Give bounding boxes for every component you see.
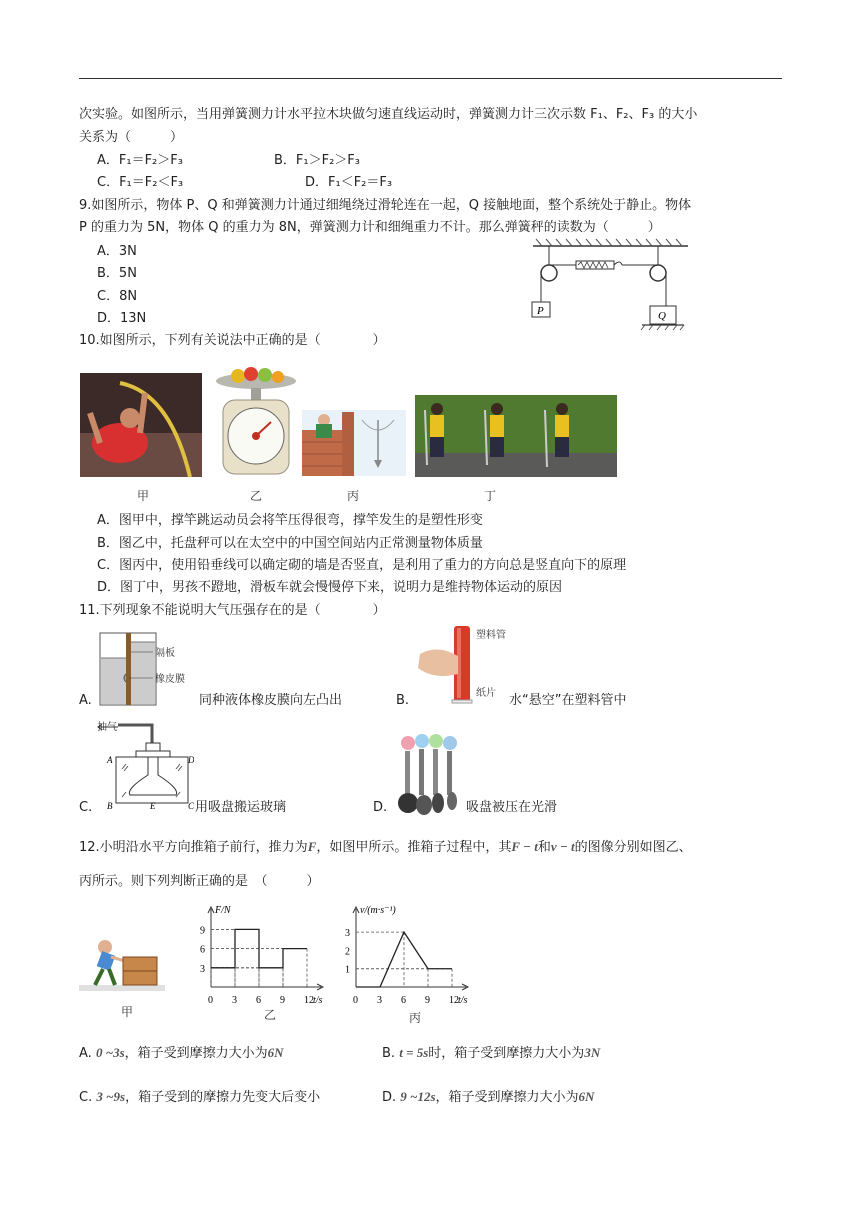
q12-option-d[interactable]: [382, 1087, 594, 1108]
svg-text:D: D: [188, 755, 194, 765]
q10-option-b[interactable]: B．图乙中，托盘秤可以在太空中的中国空间站内正常测量物体质量: [97, 536, 483, 551]
x-tick-label: 12: [449, 995, 459, 1005]
svg-text:E: E: [150, 801, 156, 811]
q12-stem-ft: F − t: [511, 839, 538, 854]
y-tick-label: 3: [200, 963, 205, 975]
q12-option-a-text: ，箱子受到摩擦力大小为: [124, 1046, 268, 1061]
q12-option-b-value: 3N: [584, 1045, 601, 1060]
push-box-figure: [79, 935, 165, 995]
q11-option-b-text: 水“悬空”在塑料管中: [509, 693, 627, 708]
data-line: [211, 929, 307, 967]
x-tick-label: 12: [304, 995, 314, 1005]
q12-option-a-value: 6N: [267, 1045, 284, 1060]
q12-option-d-math: 9 ~12s: [400, 1089, 436, 1104]
q12-stem-part1: 12.小明沿水平方向推箱子前行，推力为: [79, 840, 308, 855]
q12-cap-yi: 乙: [264, 1008, 277, 1022]
q10-option-d[interactable]: D．图丁中，男孩不蹬地，滑板车就会慢慢停下来，说明力是维持物体运动的原因: [97, 580, 563, 595]
q11-stem: 11.下列现象不能说明大气压强存在的是（ ）: [79, 603, 386, 618]
q10-cap-ding: 丁: [484, 489, 497, 503]
y-tick-label: 9: [200, 925, 205, 937]
q8-option-c[interactable]: C．F₁＝F₂＜F₃: [97, 175, 184, 190]
left-pulley: [541, 265, 557, 281]
plastic-tube-figure: [414, 624, 509, 712]
q12-stem-force: F: [307, 839, 317, 854]
partition-container-figure: [99, 632, 195, 708]
q9-option-d[interactable]: D．13N: [97, 311, 147, 326]
q9-option-b[interactable]: B．5N: [97, 266, 137, 281]
q10-option-a[interactable]: A．图甲中，撑竿跳运动员会将竿压得很弯，撑竿发生的是塑性形变: [97, 513, 483, 528]
x-tick-label: 0: [353, 995, 358, 1005]
svg-text:A: A: [107, 755, 113, 765]
q12-option-c[interactable]: [79, 1087, 320, 1108]
q8-line1: 次实验。如图所示，当用弹簧测力计水平拉木块做匀速直线运动时，弹簧测力计三次示数 F₁、F₂、F₃ 的大小: [79, 107, 698, 122]
q8-option-d[interactable]: D．F₁＜F₂＝F₃: [305, 175, 393, 190]
q10-cap-jia: 甲: [137, 489, 150, 503]
q12-cap-bing: 丙: [409, 1011, 422, 1025]
q8-line2: 关系为（ ）: [79, 130, 184, 145]
q9-option-a[interactable]: A．3N: [97, 244, 137, 259]
svg-text:Q: Q: [658, 310, 666, 322]
x-tick-label: 6: [256, 995, 261, 1005]
svg-text:纸片: 纸片: [476, 688, 496, 699]
q12-stem-part3: 和: [537, 840, 551, 855]
y-tick-label: 3: [345, 928, 350, 940]
y-tick-label: 1: [345, 964, 350, 976]
q12-option-c-math: 3 ~9s: [96, 1089, 126, 1104]
q12-stem-part2: ，如图甲所示。推箱子过程中，其: [316, 840, 512, 855]
y-axis-label: F/N: [215, 905, 231, 916]
q12-option-c-text: ，箱子受到的摩擦力先变大后变小: [125, 1090, 321, 1105]
q10-cap-yi: 乙: [250, 489, 263, 503]
q12-cap-jia: 甲: [121, 1005, 134, 1019]
q9-line1: 9.如图所示，物体 P、Q 和弹簧测力计通过细绳绕过滑轮连在一起，Q 接触地面，整个系统处于静止。物体: [79, 198, 692, 213]
force-time-chart: [193, 895, 343, 1005]
x-tick-label: 9: [280, 995, 285, 1005]
y-axis-label: v/(m·s⁻¹): [360, 905, 396, 916]
y-tick-label: 6: [200, 944, 205, 956]
q12-stem-line1: [79, 837, 692, 858]
x-tick-label: 6: [401, 995, 406, 1005]
q12-stem-line2: 丙所示。则下列判断正确的是 （ ）: [79, 874, 320, 889]
q11-option-b-mark[interactable]: B.: [396, 693, 410, 708]
q12-option-d-text: ，箱子受到摩擦力大小为: [435, 1090, 579, 1105]
velocity-time-chart: [338, 897, 486, 1005]
y-tick-label: 2: [345, 946, 350, 958]
right-pulley: [650, 265, 666, 281]
q11-option-a-mark[interactable]: A.: [79, 693, 92, 708]
svg-text:抽气: 抽气: [97, 722, 117, 733]
q12-option-c-mark: C.: [79, 1090, 93, 1105]
q11-option-c-mark[interactable]: C.: [79, 800, 93, 815]
suction-hooks-figure: [394, 733, 464, 817]
q8-option-b[interactable]: B．F₁＞F₂＞F₃: [274, 153, 360, 168]
x-tick-label: 9: [425, 995, 430, 1005]
q10-cap-bing: 丙: [347, 489, 360, 503]
svg-text:C: C: [188, 801, 194, 811]
q12-option-b-text: 时，箱子受到摩擦力大小为: [428, 1046, 585, 1061]
header-rule: [79, 78, 782, 79]
q12-option-b-math: t = 5s: [399, 1045, 429, 1060]
q11-option-c-text: 用吸盘搬运玻璃: [195, 800, 287, 815]
q8-option-a[interactable]: A．F₁＝F₂＞F₃: [97, 153, 183, 168]
q11-option-a-text: 同种液体橡皮膜向左凸出: [199, 693, 343, 708]
x-tick-label: 0: [208, 995, 213, 1005]
svg-text:橡皮膜: 橡皮膜: [155, 674, 185, 685]
x-axis-label: t/s: [458, 995, 468, 1005]
x-axis-label: t/s: [313, 995, 323, 1005]
q12-option-b[interactable]: [382, 1043, 600, 1064]
q11-option-d-mark[interactable]: D.: [373, 800, 388, 815]
q12-option-a-math: 0 ~3s: [95, 1045, 125, 1060]
q12-option-b-mark: B.: [382, 1046, 396, 1061]
svg-text:隔板: 隔板: [155, 648, 175, 659]
q9-line2: P 的重力为 5N，物体 Q 的重力为 8N，弹簧测力计和细绳重力不计。那么弹簧秤的读数为（ ）: [79, 220, 661, 235]
x-tick-label: 3: [232, 995, 237, 1005]
x-tick-label: 3: [377, 995, 382, 1005]
q12-option-d-value: 6N: [578, 1089, 595, 1104]
pole-vault-photo: [80, 373, 202, 477]
pulley-diagram: [528, 238, 693, 333]
q12-option-a[interactable]: [79, 1043, 284, 1064]
q11-option-d-text: 吸盘被压在光滑: [466, 800, 558, 815]
q12-stem-part4: 的图像分别如图乙、: [574, 840, 692, 855]
q12-option-d-mark: D.: [382, 1090, 397, 1105]
svg-text:P: P: [537, 305, 544, 317]
q12-option-a-mark: A.: [79, 1046, 92, 1061]
q10-option-c[interactable]: C．图丙中，使用铅垂线可以确定砌的墙是否竖直，是利用了重力的方向总是竖直向下的原理: [97, 558, 627, 573]
q12-stem-vt: v − t: [550, 839, 575, 854]
platform-scale-photo: [213, 366, 299, 479]
svg-text:B: B: [107, 801, 113, 811]
scooter-photo: [415, 395, 617, 477]
q10-stem: 10.如图所示，下列有关说法中正确的是（ ）: [79, 333, 386, 348]
svg-text:塑料管: 塑料管: [476, 630, 506, 641]
plumb-line-drawing: [302, 410, 406, 476]
suction-cup-glass-figure: [96, 719, 194, 815]
q9-option-c[interactable]: C．8N: [97, 289, 138, 304]
